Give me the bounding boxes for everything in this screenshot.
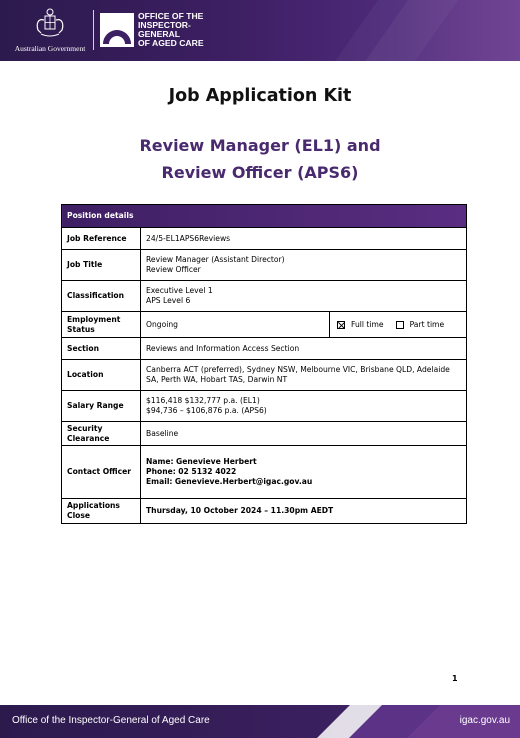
salary-line: $116,418 $132,777 p.a. (EL1) <box>146 396 260 405</box>
contact-email-link[interactable]: Genevieve.Herbert@igac.gov.au <box>174 477 313 486</box>
label-line: Employment <box>67 314 121 324</box>
security-clearance-value: Baseline <box>141 422 467 446</box>
job-title-line: Review Officer <box>146 265 201 274</box>
label-line: Applications <box>67 501 120 510</box>
table-header-row <box>62 205 467 228</box>
table-row <box>62 360 467 391</box>
contact-officer-value <box>141 446 467 499</box>
job-reference-label: Job Reference <box>62 228 141 250</box>
role-title <box>0 132 520 186</box>
gov-label: Australian Government <box>14 44 86 53</box>
classification-line: Executive Level 1 <box>146 286 213 295</box>
job-title-label: Job Title <box>62 250 141 281</box>
job-title-line: Review Manager (Assistant Director) <box>146 255 285 264</box>
full-time-label: Full time <box>351 319 384 329</box>
contact-name-line <box>146 457 461 467</box>
employment-status-value <box>141 312 467 338</box>
location-value <box>141 360 467 391</box>
table-row <box>62 422 467 446</box>
employment-status-label <box>62 312 141 338</box>
contact-email-line <box>146 477 461 487</box>
employment-type: Ongoing <box>141 312 330 337</box>
org-name-line: GENERAL <box>138 29 181 39</box>
employment-status-wrap <box>141 312 466 337</box>
contact-officer-label: Contact Officer <box>62 446 141 499</box>
table-row <box>62 250 467 281</box>
header-divider <box>93 10 94 50</box>
role-title-line: Review Officer (APS6) <box>161 163 359 182</box>
section-value: Reviews and Information Access Section <box>141 338 467 360</box>
position-details-heading: Position details <box>62 205 467 228</box>
position-details-table <box>61 204 467 524</box>
part-time-label: Part time <box>409 319 445 329</box>
label-line: Clearance <box>67 433 110 443</box>
org-name-logotype <box>138 12 228 48</box>
email-label: Email: <box>146 477 173 486</box>
table-row <box>62 312 467 338</box>
salary-line: $94,736 – $106,876 p.a. (APS6) <box>146 406 267 415</box>
salary-range-label: Salary Range <box>62 391 141 422</box>
location-line: Canberra ACT (preferred), Sydney NSW, Melbourne VIC, Brisbane QLD, Adelaide <box>146 365 450 374</box>
job-title-value <box>141 250 467 281</box>
document-title: Job Application Kit <box>168 86 352 106</box>
header-banner <box>0 0 520 61</box>
section-label: Section <box>62 338 141 360</box>
location-line: SA, Perth WA, Hobart TAS, Darwin NT <box>146 375 288 384</box>
label-line: Close <box>67 511 91 520</box>
page-number: 1 <box>452 674 458 683</box>
footer-banner <box>0 705 520 738</box>
location-label: Location <box>62 360 141 391</box>
applications-close-value: Thursday, 10 October 2024 – 11.30pm AEDT <box>141 499 467 524</box>
classification-label: Classification <box>62 281 141 312</box>
salary-range-value <box>141 391 467 422</box>
table-row <box>62 391 467 422</box>
table-row <box>62 338 467 360</box>
table-row <box>62 446 467 499</box>
igac-logo-icon <box>100 13 134 47</box>
name-label: Name: <box>146 457 174 466</box>
classification-value <box>141 281 467 312</box>
table-row <box>62 499 467 524</box>
part-time-option[interactable] <box>396 320 445 330</box>
coat-of-arms-icon <box>32 8 68 40</box>
contact-phone: 02 5132 4022 <box>178 467 237 476</box>
org-name-line: INSPECTOR- <box>138 20 191 30</box>
security-clearance-label <box>62 422 141 446</box>
label-line: Status <box>67 324 95 334</box>
role-title-line: Review Manager (EL1) and <box>139 136 381 155</box>
employment-options <box>330 312 466 337</box>
applications-close-label <box>62 499 141 524</box>
table-row <box>62 281 467 312</box>
contact-phone-line <box>146 467 461 477</box>
org-name-line: OFFICE OF THE <box>138 11 204 21</box>
job-reference-value: 24/5-EL1APS6Reviews <box>141 228 467 250</box>
classification-line: APS Level 6 <box>146 296 191 305</box>
label-line: Security <box>67 423 103 433</box>
full-time-option[interactable] <box>337 320 384 330</box>
contact-name: Genevieve Herbert <box>176 457 257 466</box>
part-time-checkbox-icon[interactable] <box>396 321 404 329</box>
full-time-checkbox-icon[interactable] <box>337 321 345 329</box>
australian-government-logo <box>10 8 90 54</box>
table-row <box>62 228 467 250</box>
org-name-line: OF AGED CARE <box>138 38 204 48</box>
footer-org-name: Office of the Inspector-General of Aged Care <box>12 715 210 726</box>
phone-label: Phone: <box>146 467 176 476</box>
footer-website-link[interactable]: igac.gov.au <box>459 715 510 726</box>
